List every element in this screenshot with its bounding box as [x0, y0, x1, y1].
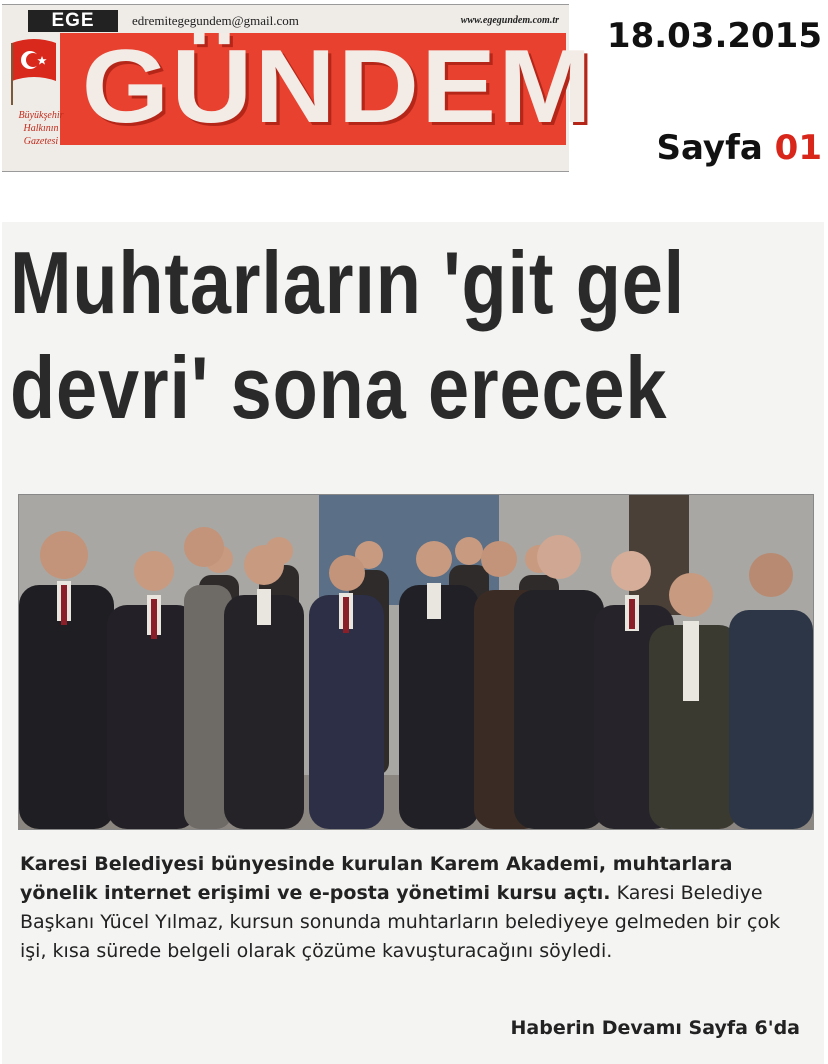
headline-line-1: Muhtarların 'git gel [10, 233, 686, 332]
page-label: Sayfa [656, 128, 763, 168]
publication-date: 18.03.2015 [606, 16, 822, 56]
group-photo [18, 494, 814, 830]
masthead-email: edremitegegundem@gmail.com [132, 13, 299, 28]
newspaper-masthead [2, 4, 594, 172]
slogan-line-1: Büyükşehir [18, 110, 64, 121]
slogan-line-3: Gazetesi [23, 136, 59, 147]
masthead-slogan [10, 109, 72, 148]
continued-on-page: Haberin Devamı Sayfa 6'da [510, 1017, 800, 1039]
turkish-flag-icon [8, 35, 60, 105]
article-lead [20, 850, 810, 966]
news-article [2, 222, 824, 1064]
lead-body-text: Karesi Belediye Başkanı Yücel Yılmaz, kursun sonunda muhtarların belediyeye gelmeden bir çok işi, kısa sürede belgeli olarak çözüme kavuşturacağını söyledi. [20, 882, 781, 962]
masthead-website: www.egegundem.com.tr [460, 15, 559, 26]
page-number-label [657, 128, 822, 168]
group-photo-icon [19, 495, 813, 829]
slogan-line-2: Halkının [23, 123, 59, 134]
brand-ege-label: EGE [28, 10, 118, 32]
article-headline [10, 230, 692, 440]
newspaper-title: GÜNDEM [81, 29, 594, 145]
page-number: 01 [774, 128, 822, 168]
lead-bold-text: Karesi Belediyesi bünyesinde kurulan Karem Akademi, muhtarlara yönelik internet erişimi ve e-posta yönetimi kursu açtı. [20, 853, 733, 904]
headline-line-2: devri' sona erecek [10, 338, 668, 437]
